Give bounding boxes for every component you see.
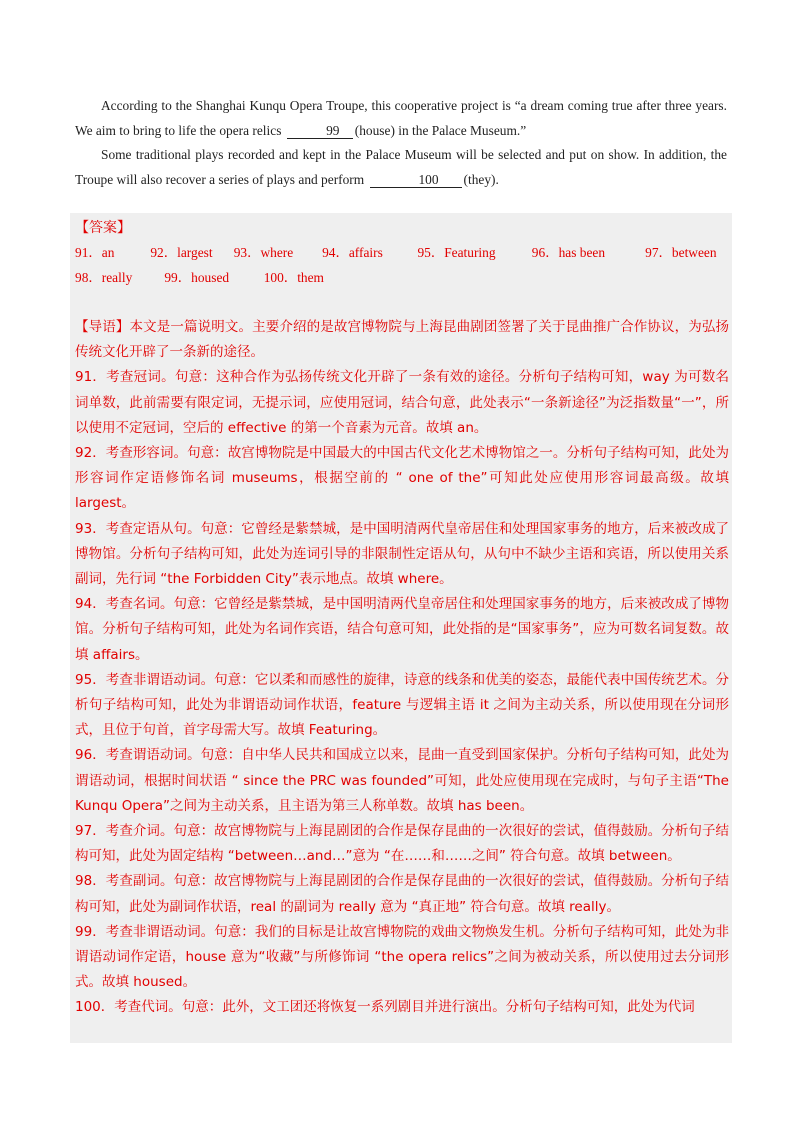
explanation-item: 93．考查定语从句。句意：它曾经是紫禁城，是中国明清两代皇帝居住和处理国家事务的地方，后来被改成了博物馆。分析句子结构可知，此处为连词引导的非限制性定语从句，从句中不缺少主语和宾语，所以使用关系副词，先行词 “the Forbidden City”表示地点。故填 where。 <box>75 520 729 588</box>
passage-text: According to the Shanghai Kunqu Opera Troupe, this cooperative project is “a dream coming true after three years. We aim to bring to life the opera relics <box>75 98 727 138</box>
explanation-item: 91．考查冠词。句意：这种合作为弘扬传统文化开辟了一条有效的途径。分析句子结构可知，way 为可数名词单数，此前需要有限定词，无提示词，应使用冠词，结合句意，此处表示“一条新途径”为泛指数量“一”，所以使用不定冠词，空后的 effective 的第一个音素为元音。故填 an。 <box>75 369 729 436</box>
explanation-item: 99．考查非谓语动词。句意：我们的目标是让故宫博物院的戏曲文物焕发生机。分析句子结构可知，此处为非谓语动词作定语，house 意为“收藏”与所修饰词 “the opera relics”之间为被动关系，所以使用过去分词形式。故填 housed。 <box>75 923 729 991</box>
answer-item: 99．housed <box>164 270 230 285</box>
explanation-item: 100．考查代词。句意：此外，文工团还将恢复一系列剧目并进行演出。分析句子结构可知，此处为代词 <box>75 999 695 1016</box>
blank-99: 99 <box>287 123 353 139</box>
answer-item: 98．really <box>75 270 133 285</box>
explanation-item: 94．考查名词。句意：它曾经是紫禁城，是中国明清两代皇帝居住和处理国家事务的地方，后来被改成了博物馆。分析句子结构可知，此处为名词作宾语，结合句意可知，此处指的是“国家事务”，应为可数名词复数。故填 affairs。 <box>75 596 729 663</box>
passage <box>75 94 727 192</box>
answer-item: 94．affairs <box>322 245 383 260</box>
explanation-item: 98．考查副词。句意：故宫博物院与上海昆剧团的合作是保存昆曲的一次很好的尝试，值得鼓励。分析句子结构可知，此处为副词作状语，real 的副词为 really 意为 “真正地” 符合句意。故填 really。 <box>75 873 729 915</box>
passage-paragraph-2 <box>75 143 727 192</box>
answer-item: 92．largest <box>150 245 213 260</box>
explanation-item: 95．考查非谓语动词。句意：它以柔和而感性的旋律，诗意的线条和优美的姿态，最能代表中国传统艺术。分析句子结构可知，此处为非谓语动词作状语，feature 与逻辑主语 it 之间为主动关系，所以使用现在分词形式，且位于句首，首字母需大写。故填 Featuring。 <box>75 671 729 739</box>
passage-text: Some traditional plays recorded and kept in the Palace Museum will be selected and put on show. In addition, the Troupe will also recover a series of plays and perform <box>75 147 727 187</box>
answer-heading: 【答案】 <box>75 220 131 236</box>
explanation-item: 92．考查形容词。句意：故宫博物院是中国最大的中国古代文化艺术博物馆之一。分析句子结构可知，此处为形容词作定语修饰名词 museums，根据空前的 “ one of the”可知此处应使用形容词最高级。故填 largest。 <box>75 445 729 512</box>
explanation-intro: 【导语】本文是一篇说明文。主要介绍的是故宫博物院与上海昆曲剧团签署了关于昆曲推广合作协议，为弘扬传统文化开辟了一条新的途径。 <box>75 319 729 361</box>
blank-100: 100 <box>370 172 462 188</box>
answer-item: 96．has been <box>531 245 606 260</box>
explanation-item: 97．考查介词。句意：故宫博物院与上海昆剧团的合作是保存昆曲的一次很好的尝试，值得鼓励。分析句子结构可知，此处为固定结构 “between…and…”意为 “在……和……之间” 符合句意。故填 between。 <box>75 823 729 865</box>
explanation-item: 96．考查谓语动词。句意：自中华人民共和国成立以来，昆曲一直受到国家保护。分析句子结构可知，此处为谓语动词，根据时间状语 “ since the PRC was founded”可知，此处应使用现在完成时，与句子主语“The Kunqu Opera”之间为主动关系，且主语为第三人称单数。故填 has been。 <box>75 747 729 814</box>
answer-item: 97．between <box>645 245 717 260</box>
answer-item: 100．them <box>263 270 324 285</box>
passage-paragraph-1 <box>75 94 727 143</box>
answer-item: 95．Featuring <box>417 245 496 260</box>
answer-section <box>70 213 732 1043</box>
answer-item: 91．an <box>75 245 115 260</box>
answer-row <box>75 266 324 290</box>
answer-row <box>75 241 717 265</box>
passage-text: (they). <box>463 171 499 187</box>
answer-item: 93．where <box>233 245 294 260</box>
passage-text: (house) in the Palace Museum.” <box>354 122 527 138</box>
explanation-list <box>75 315 729 1021</box>
